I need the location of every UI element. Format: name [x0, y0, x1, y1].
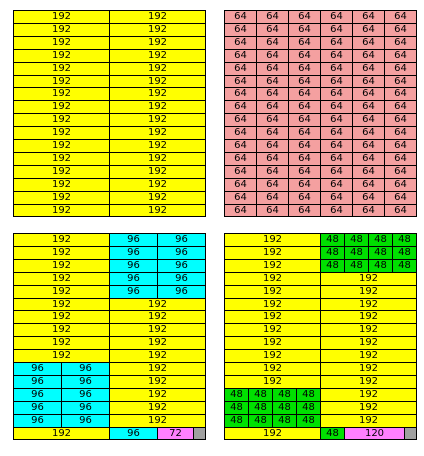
cell-192: 192: [109, 362, 206, 376]
cell-192: 192: [109, 323, 206, 337]
cell-64: 64: [320, 165, 353, 179]
cell-96: 96: [109, 233, 158, 247]
cell-64: 64: [288, 126, 321, 140]
cell-64: 64: [256, 100, 289, 114]
cell-64: 64: [352, 62, 385, 76]
cell-192: 192: [224, 259, 321, 273]
cell-96: 96: [157, 246, 206, 260]
cell-64: 64: [352, 178, 385, 192]
cell-192: 192: [224, 310, 321, 324]
cell-64: 64: [288, 75, 321, 88]
cell-64: 64: [320, 139, 353, 153]
cell-96: 96: [157, 272, 206, 286]
cell-64: 64: [320, 152, 353, 166]
cell-64: 64: [224, 75, 257, 88]
cell-96: 96: [61, 362, 110, 376]
cell-64: 64: [256, 165, 289, 179]
cell-192: 192: [13, 165, 110, 179]
cell-64: 64: [288, 49, 321, 63]
cell-192: 192: [109, 75, 206, 88]
cell-48: 48: [248, 414, 273, 428]
cell-64: 64: [224, 49, 257, 63]
cell-64: 64: [224, 87, 257, 101]
cell-96: 96: [13, 414, 62, 428]
cell-192: 192: [109, 87, 206, 101]
cell-192: 192: [13, 310, 110, 324]
cell-192: 192: [320, 323, 417, 337]
cell-192: 192: [13, 259, 110, 273]
cell-96: 96: [109, 285, 158, 299]
cell-192: 192: [13, 75, 110, 88]
cell-64: 64: [384, 165, 417, 179]
cell-blank: [193, 427, 206, 440]
cell-64: 64: [320, 126, 353, 140]
cell-192: 192: [320, 388, 417, 402]
cell-192: 192: [13, 246, 110, 260]
cell-192: 192: [13, 87, 110, 101]
cell-64: 64: [288, 36, 321, 50]
cell-64: 64: [256, 113, 289, 127]
cell-64: 64: [352, 113, 385, 127]
cell-192: 192: [13, 298, 110, 311]
cell-64: 64: [256, 152, 289, 166]
cell-64: 64: [288, 113, 321, 127]
cell-96: 96: [109, 427, 158, 440]
cell-192: 192: [109, 204, 206, 217]
cell-64: 64: [256, 204, 289, 217]
cell-192: 192: [13, 139, 110, 153]
cell-64: 64: [288, 165, 321, 179]
cell-64: 64: [352, 23, 385, 37]
cell-64: 64: [352, 75, 385, 88]
cell-48: 48: [224, 414, 249, 428]
cell-192: 192: [224, 272, 321, 286]
cell-192: 192: [224, 375, 321, 389]
cell-192: 192: [109, 10, 206, 24]
cell-192: 192: [109, 113, 206, 127]
cell-64: 64: [288, 87, 321, 101]
cell-120: 120: [344, 427, 405, 440]
cell-64: 64: [384, 36, 417, 50]
cell-192: 192: [13, 126, 110, 140]
cell-192: 192: [13, 323, 110, 337]
cell-192: 192: [109, 310, 206, 324]
cell-64: 64: [320, 75, 353, 88]
cell-48: 48: [272, 414, 297, 428]
cell-96: 96: [61, 401, 110, 415]
cell-64: 64: [384, 49, 417, 63]
cell-192: 192: [224, 323, 321, 337]
cell-192: 192: [109, 126, 206, 140]
cell-64: 64: [288, 152, 321, 166]
cell-96: 96: [13, 375, 62, 389]
cell-64: 64: [384, 152, 417, 166]
cell-64: 64: [384, 10, 417, 24]
cell-48: 48: [344, 259, 369, 273]
cell-192: 192: [109, 165, 206, 179]
cell-64: 64: [320, 191, 353, 205]
cell-64: 64: [384, 204, 417, 217]
cell-48: 48: [224, 401, 249, 415]
cell-192: 192: [320, 298, 417, 311]
cell-48: 48: [248, 401, 273, 415]
cell-64: 64: [224, 126, 257, 140]
cell-64: 64: [224, 204, 257, 217]
cell-64: 64: [320, 36, 353, 50]
cell-192: 192: [13, 427, 110, 440]
cell-48: 48: [368, 246, 393, 260]
cell-48: 48: [248, 388, 273, 402]
cell-64: 64: [320, 10, 353, 24]
cell-64: 64: [320, 87, 353, 101]
cell-192: 192: [320, 272, 417, 286]
cell-192: 192: [224, 362, 321, 376]
cell-64: 64: [352, 36, 385, 50]
cell-64: 64: [256, 36, 289, 50]
cell-64: 64: [256, 126, 289, 140]
cell-192: 192: [109, 414, 206, 428]
cell-96: 96: [61, 375, 110, 389]
cell-64: 64: [224, 178, 257, 192]
cell-192: 192: [109, 139, 206, 153]
cell-192: 192: [13, 204, 110, 217]
cell-192: 192: [320, 414, 417, 428]
cell-64: 64: [384, 62, 417, 76]
cell-192: 192: [224, 285, 321, 299]
cell-48: 48: [368, 259, 393, 273]
cell-192: 192: [224, 427, 321, 440]
cell-192: 192: [320, 375, 417, 389]
cell-64: 64: [256, 10, 289, 24]
cell-64: 64: [224, 100, 257, 114]
cell-192: 192: [13, 191, 110, 205]
cell-64: 64: [288, 23, 321, 37]
cell-192: 192: [13, 62, 110, 76]
cell-192: 192: [109, 36, 206, 50]
cell-192: 192: [13, 285, 110, 299]
cell-192: 192: [224, 336, 321, 350]
cell-64: 64: [384, 113, 417, 127]
cell-192: 192: [109, 298, 206, 311]
cell-64: 64: [224, 152, 257, 166]
cell-64: 64: [288, 62, 321, 76]
cell-64: 64: [256, 178, 289, 192]
cell-96: 96: [109, 259, 158, 273]
cell-64: 64: [352, 139, 385, 153]
cell-64: 64: [352, 10, 385, 24]
cell-192: 192: [13, 349, 110, 363]
cell-64: 64: [256, 75, 289, 88]
cell-64: 64: [224, 165, 257, 179]
cell-48: 48: [320, 427, 345, 440]
cell-64: 64: [224, 10, 257, 24]
cell-64: 64: [384, 23, 417, 37]
cell-64: 64: [352, 191, 385, 205]
cell-48: 48: [272, 401, 297, 415]
cell-192: 192: [13, 10, 110, 24]
cell-64: 64: [256, 87, 289, 101]
cell-192: 192: [109, 191, 206, 205]
cell-192: 192: [109, 152, 206, 166]
cell-48: 48: [368, 233, 393, 247]
cell-64: 64: [224, 62, 257, 76]
cell-48: 48: [296, 401, 321, 415]
cell-64: 64: [288, 10, 321, 24]
cell-192: 192: [224, 349, 321, 363]
cell-64: 64: [352, 126, 385, 140]
cell-192: 192: [13, 100, 110, 114]
cell-64: 64: [224, 191, 257, 205]
cell-192: 192: [320, 401, 417, 415]
cell-64: 64: [384, 75, 417, 88]
cell-192: 192: [224, 298, 321, 311]
cell-64: 64: [256, 62, 289, 76]
cell-96: 96: [157, 233, 206, 247]
cell-96: 96: [157, 259, 206, 273]
cell-48: 48: [320, 233, 345, 247]
cell-192: 192: [224, 246, 321, 260]
cell-192: 192: [109, 349, 206, 363]
cell-192: 192: [13, 49, 110, 63]
cell-64: 64: [320, 100, 353, 114]
cell-64: 64: [320, 62, 353, 76]
cell-96: 96: [61, 414, 110, 428]
cell-64: 64: [352, 87, 385, 101]
cell-48: 48: [392, 259, 417, 273]
cell-64: 64: [224, 113, 257, 127]
cell-48: 48: [392, 246, 417, 260]
cell-64: 64: [352, 49, 385, 63]
cell-64: 64: [384, 139, 417, 153]
cell-192: 192: [109, 178, 206, 192]
cell-192: 192: [13, 23, 110, 37]
cell-96: 96: [61, 388, 110, 402]
cell-48: 48: [344, 233, 369, 247]
cell-192: 192: [320, 349, 417, 363]
cell-64: 64: [256, 23, 289, 37]
cell-192: 192: [13, 36, 110, 50]
cell-64: 64: [384, 178, 417, 192]
cell-96: 96: [13, 388, 62, 402]
cell-64: 64: [320, 113, 353, 127]
cell-192: 192: [109, 62, 206, 76]
cell-64: 64: [384, 191, 417, 205]
cell-192: 192: [109, 49, 206, 63]
cell-64: 64: [320, 178, 353, 192]
cell-72: 72: [157, 427, 194, 440]
cell-64: 64: [256, 49, 289, 63]
cell-64: 64: [288, 100, 321, 114]
cell-192: 192: [13, 272, 110, 286]
cell-64: 64: [352, 152, 385, 166]
cell-64: 64: [256, 191, 289, 205]
cell-64: 64: [320, 49, 353, 63]
cell-64: 64: [224, 139, 257, 153]
cell-64: 64: [384, 126, 417, 140]
cell-192: 192: [13, 152, 110, 166]
cell-192: 192: [320, 310, 417, 324]
cell-64: 64: [288, 178, 321, 192]
cell-64: 64: [288, 191, 321, 205]
cell-192: 192: [109, 336, 206, 350]
cell-64: 64: [384, 87, 417, 101]
cell-192: 192: [13, 113, 110, 127]
cell-64: 64: [288, 139, 321, 153]
cell-blank: [404, 427, 417, 440]
cell-48: 48: [344, 246, 369, 260]
cell-192: 192: [109, 23, 206, 37]
cell-96: 96: [13, 401, 62, 415]
cell-192: 192: [13, 178, 110, 192]
cell-96: 96: [13, 362, 62, 376]
cell-192: 192: [109, 401, 206, 415]
cell-48: 48: [296, 388, 321, 402]
cell-64: 64: [288, 204, 321, 217]
cell-192: 192: [13, 233, 110, 247]
cell-48: 48: [272, 388, 297, 402]
cell-192: 192: [320, 336, 417, 350]
cell-64: 64: [352, 204, 385, 217]
cell-48: 48: [392, 233, 417, 247]
cell-192: 192: [109, 375, 206, 389]
cell-64: 64: [320, 204, 353, 217]
cell-192: 192: [224, 233, 321, 247]
cell-48: 48: [296, 414, 321, 428]
cell-64: 64: [224, 36, 257, 50]
cell-48: 48: [320, 259, 345, 273]
cell-64: 64: [352, 165, 385, 179]
cell-192: 192: [109, 100, 206, 114]
cell-192: 192: [320, 285, 417, 299]
cell-192: 192: [13, 336, 110, 350]
cell-96: 96: [109, 246, 158, 260]
cell-48: 48: [320, 246, 345, 260]
cell-192: 192: [320, 362, 417, 376]
cell-64: 64: [256, 139, 289, 153]
cell-64: 64: [224, 23, 257, 37]
cell-48: 48: [224, 388, 249, 402]
cell-96: 96: [157, 285, 206, 299]
cell-64: 64: [320, 23, 353, 37]
cell-96: 96: [109, 272, 158, 286]
cell-64: 64: [352, 100, 385, 114]
cell-64: 64: [384, 100, 417, 114]
cell-192: 192: [109, 388, 206, 402]
